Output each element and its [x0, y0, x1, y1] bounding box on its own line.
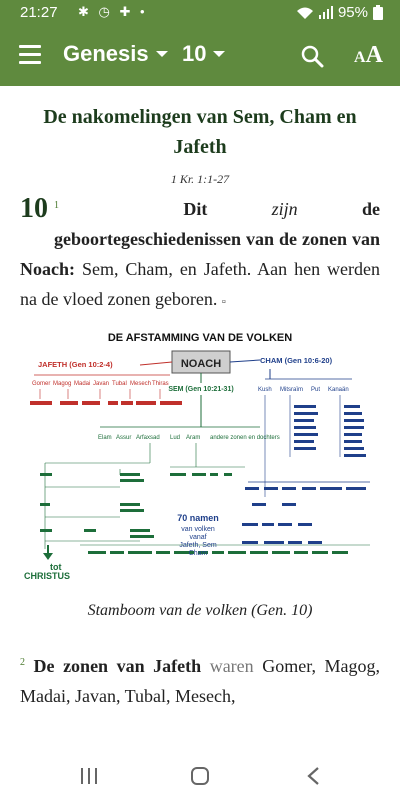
son-label: Put — [311, 387, 321, 393]
status-bar — [0, 0, 400, 26]
cross-reference[interactable]: 1 Kr. 1:1-27 — [170, 172, 230, 186]
son-label: Aram — [186, 435, 201, 441]
chevron-down-icon — [156, 51, 168, 57]
font-size-button[interactable] — [354, 42, 383, 69]
noach-label: NOACH — [180, 358, 222, 370]
son-label: Elam — [98, 435, 112, 441]
sem-sons — [98, 435, 280, 441]
son-label: Kush — [258, 387, 272, 393]
son-label: Javan — [93, 381, 110, 387]
signal-icon — [318, 6, 334, 20]
recents-icon[interactable] — [80, 768, 98, 784]
note-line: Cham — [188, 550, 208, 557]
figure-caption: Stamboom van de volken (Gen. 10) — [87, 602, 313, 619]
son-label: Arfaxsad — [136, 435, 160, 441]
son-label: Tubal — [112, 381, 127, 387]
verse-text-bold: zonen van Noach: — [20, 229, 380, 279]
chapter-number: 10 — [20, 193, 48, 224]
son-label: Madai — [74, 381, 91, 387]
son-label: Mesech — [130, 381, 152, 387]
font-size-icon-large: A — [365, 42, 383, 68]
search-icon[interactable] — [300, 44, 324, 68]
note-line: Jafeth, Sem — [179, 542, 217, 549]
back-icon[interactable] — [306, 766, 320, 786]
son-label: Lud — [170, 435, 181, 441]
verse-text-bold: De zonen van Jafeth — [33, 656, 202, 676]
son-label: Mitsraïm — [280, 387, 303, 393]
book-selector[interactable] — [63, 41, 168, 67]
status-notification-icons: ✱ ◷ ✚ • — [78, 4, 148, 19]
footnote-icon[interactable]: ▫ — [221, 296, 226, 308]
figure-title: DE AFSTAMMING VAN DE VOLKEN — [107, 332, 293, 344]
wifi-icon — [296, 6, 314, 20]
verse-2[interactable] — [20, 648, 380, 711]
son-label: Magog — [53, 381, 72, 387]
verse-1[interactable] — [20, 191, 380, 317]
son-label: Assur — [116, 435, 132, 441]
note-line: van volken — [181, 526, 215, 533]
family-tree-image[interactable] — [20, 327, 380, 585]
son-label: Thiras — [152, 381, 169, 387]
chapter-selector[interactable] — [182, 41, 225, 67]
son-label: andere zonen en dochters — [210, 435, 280, 441]
son-label: Gomer — [32, 381, 51, 387]
battery-icon — [372, 5, 384, 21]
home-icon[interactable] — [190, 766, 210, 786]
verse-text-bold: de geboortegeschiedenissen van de — [54, 199, 380, 249]
son-label: Kanaän — [328, 387, 349, 393]
verse-text-bold: Dit — [183, 199, 272, 219]
cham-label: CHAM (Gen 10:6-20) — [260, 356, 333, 365]
verse-number: 2 — [20, 657, 25, 668]
section-heading: De nakomelingen van Sem, Cham en Jafeth — [43, 106, 357, 158]
verse-text: Sem, Cham, en Jafeth. Aan hen werden na de vloed zonen geboren. — [20, 259, 380, 309]
chapter-name: 10 — [182, 41, 207, 66]
tot-label: tot — [50, 562, 62, 572]
verse-text-added: waren — [201, 656, 254, 676]
sem-label: SEM (Gen 10:21-31) — [168, 386, 234, 393]
book-name: Genesis — [63, 41, 149, 66]
bible-text — [20, 86, 380, 711]
status-right — [296, 4, 384, 21]
note-line: 70 namen — [177, 513, 219, 523]
jafeth-label: JAFETH (Gen 10:2-4) — [38, 360, 113, 369]
app-bar — [0, 26, 400, 86]
note-line: vanaf — [189, 534, 207, 541]
status-time: 21:27 — [20, 4, 58, 21]
font-size-icon-small: A — [354, 49, 366, 66]
battery-percent: 95% — [337, 4, 368, 21]
chevron-down-icon — [213, 51, 225, 57]
verse-text: Gomer, Magog, Madai, Javan, Tubal, Mesech, — [20, 656, 381, 706]
menu-icon[interactable] — [19, 45, 41, 65]
verse-text-italic: zijn — [271, 199, 298, 219]
christus-label: CHRISTUS — [24, 571, 71, 581]
jafeth-sons — [32, 381, 169, 387]
system-nav-bar — [0, 752, 400, 800]
verse-number: 1 — [54, 200, 59, 211]
